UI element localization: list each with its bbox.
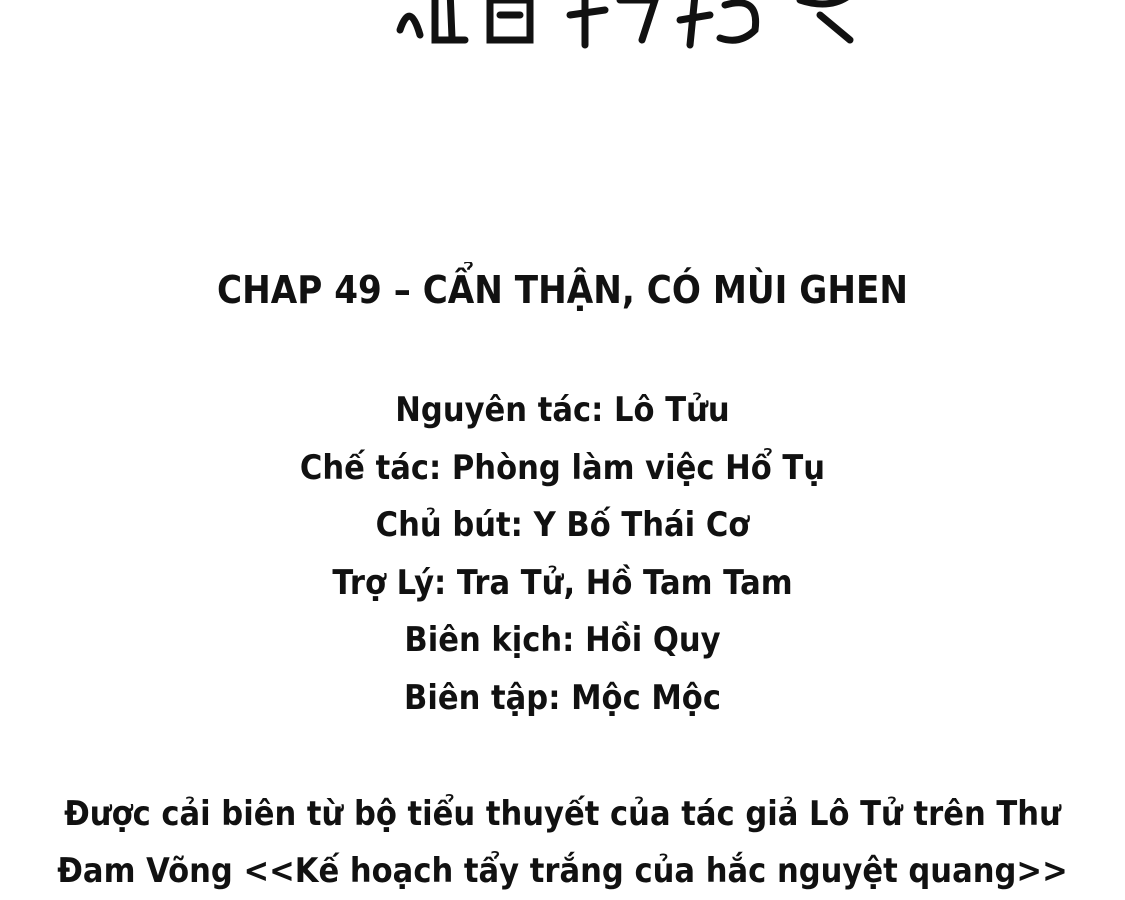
credit-production: Chế tác: Phòng làm việc Hổ Tụ bbox=[299, 447, 826, 488]
chapter-title: CHAP 49 – CẨN THẬN, CÓ MÙI GHEN bbox=[217, 268, 908, 312]
credit-original-author: Nguyên tác: Lô Tửu bbox=[395, 390, 730, 430]
credit-editor: Biên tập: Mộc Mộc bbox=[404, 677, 721, 718]
title-logo-fragment bbox=[380, 0, 880, 50]
credit-screenwriter: Biên kịch: Hồi Quy bbox=[404, 620, 721, 660]
credits-list bbox=[0, 382, 1125, 727]
credit-assistants: Trợ Lý: Tra Tử, Hồ Tam Tam bbox=[332, 562, 793, 603]
credit-lead-artist: Chủ bút: Y Bố Thái Cơ bbox=[375, 505, 750, 545]
adaptation-line-2: Đam Võng <<Kế hoạch tẩy trắng của hắc nguyệt quang>> bbox=[57, 851, 1068, 891]
adaptation-line-1: Được cải biên từ bộ tiểu thuyết của tác giả Lô Tử trên Thư bbox=[64, 794, 1061, 834]
adaptation-note bbox=[0, 786, 1125, 900]
